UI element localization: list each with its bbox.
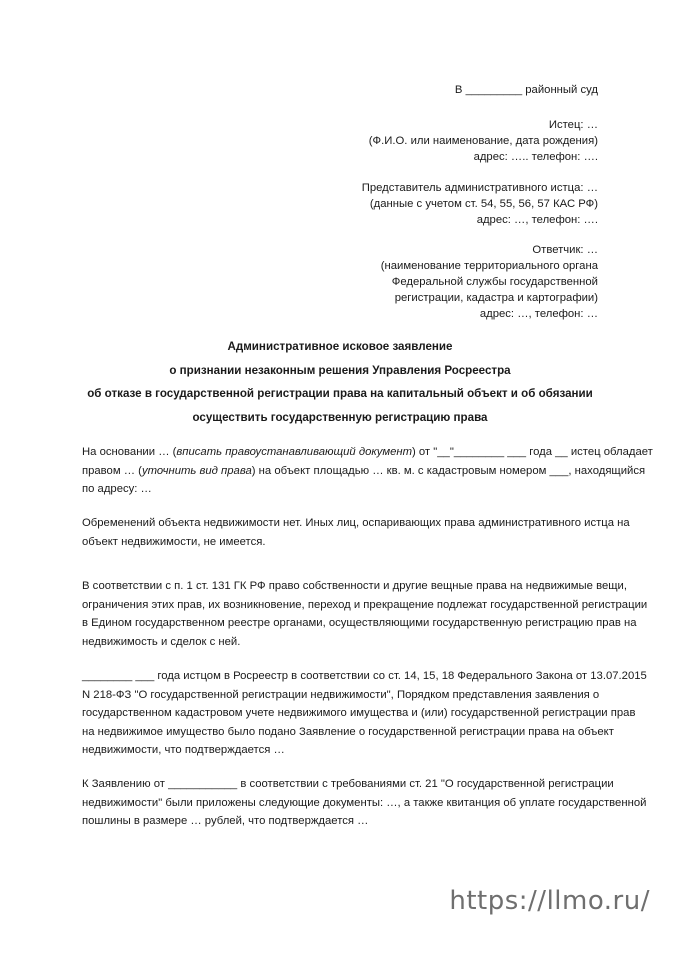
title-line-3: об отказе в государственной регистрации права на капитальный объект и об обязании bbox=[87, 387, 593, 400]
representative-block bbox=[362, 180, 598, 228]
plaintiff-block bbox=[369, 117, 598, 165]
plaintiff-line: Истец: … bbox=[548, 119, 598, 131]
paragraph-line: N 218-ФЗ "О государственной регистрации недвижимости", Порядком представления заявления о bbox=[82, 688, 600, 701]
text-segment: ) на объект площадью … кв. м. с кадастровым номером ___, находящийся bbox=[251, 464, 646, 477]
paragraph-attachments bbox=[82, 775, 647, 831]
defendant-block bbox=[381, 242, 598, 322]
paragraph-line: ________ ___ года истцом в Росреестр в соответствии со ст. 14, 15, 18 Федерального Закона от 13.07.2015 bbox=[82, 670, 647, 682]
paragraph-rights-basis bbox=[82, 443, 653, 499]
paragraph-line: недвижимость и сделок с ней. bbox=[82, 635, 241, 648]
paragraph-application bbox=[82, 667, 647, 760]
defendant-details-2: Федеральной службы государственной bbox=[391, 276, 598, 288]
paragraph-line: объект недвижимости, не имеется. bbox=[82, 535, 266, 548]
text-segment: На основании … ( bbox=[82, 446, 177, 458]
paragraph-line: на недвижимое имущество было подано Заявление о государственной регистрации права на объект bbox=[82, 725, 614, 738]
plaintiff-contacts: адрес: ….. телефон: …. bbox=[473, 151, 598, 163]
defendant-line: Ответчик: … bbox=[532, 244, 598, 256]
paragraph-legal-basis bbox=[82, 577, 648, 651]
paragraph-line: по адресу: … bbox=[82, 483, 152, 495]
paragraph-line bbox=[82, 443, 653, 462]
paragraph-line: в Едином государственном реестре органами, осуществляющими государственную регистрацию прав на bbox=[82, 617, 637, 629]
paragraph-line: В соответствии с п. 1 ст. 131 ГК РФ право собственности и другие вещные права на недвижимые вещи, bbox=[82, 580, 627, 592]
italic-hint: вписать правоустанавливающий документ bbox=[176, 446, 412, 458]
document-title bbox=[40, 335, 640, 429]
defendant-details-1: (наименование территориального органа bbox=[380, 260, 598, 272]
plaintiff-details: (Ф.И.О. или наименование, дата рождения) bbox=[368, 135, 598, 147]
paragraph-line: ограничения этих прав, их возникновение, переход и прекращение подлежат государственной регистрации bbox=[82, 598, 648, 611]
representative-line: Представитель административного истца: … bbox=[361, 182, 598, 194]
title-line-4: осуществить государственную регистрацию права bbox=[192, 410, 488, 424]
defendant-contacts: адрес: …, телефон: … bbox=[479, 308, 598, 320]
paragraph-line: недвижимости, что подтверждается … bbox=[82, 744, 285, 756]
defendant-details-3: регистрации, кадастра и картографии) bbox=[394, 292, 598, 304]
title-line-1: Административное исковое заявление bbox=[227, 340, 453, 353]
court-line: В _________ районный суд bbox=[454, 84, 598, 96]
representative-details: (данные с учетом ст. 54, 55, 56, 57 КАС РФ) bbox=[369, 198, 598, 210]
site-watermark: https://llmo.ru/ bbox=[449, 886, 650, 916]
text-segment: ) от "__"________ ___ года __ истец обладает bbox=[412, 446, 653, 458]
paragraph-line: пошлины в размере … рублей, что подтверждается … bbox=[82, 815, 369, 827]
paragraph-line: государственном кадастровом учете недвижимого имущества и (или) государственной регистрации прав bbox=[82, 707, 636, 719]
text-segment: правом … ( bbox=[82, 464, 142, 477]
paragraph-line: К Заявлению от ___________ в соответствии с требованиями ст. 21 "О государственной регистрации bbox=[82, 778, 614, 790]
court-header bbox=[455, 82, 598, 98]
paragraph-line bbox=[82, 462, 646, 481]
representative-contacts: адрес: …, телефон: …. bbox=[476, 214, 598, 226]
paragraph-encumbrances bbox=[82, 514, 630, 551]
paragraph-line: недвижимости" были приложены следующие документы: …, а также квитанция об уплате государственной bbox=[82, 796, 647, 809]
paragraph-line: Обременений объекта недвижимости нет. Иных лиц, оспаривающих права административного истца на bbox=[82, 517, 630, 529]
italic-hint: уточнить вид права bbox=[141, 464, 252, 477]
title-line-2: о признании незаконным решения Управления Росреестра bbox=[169, 363, 511, 377]
